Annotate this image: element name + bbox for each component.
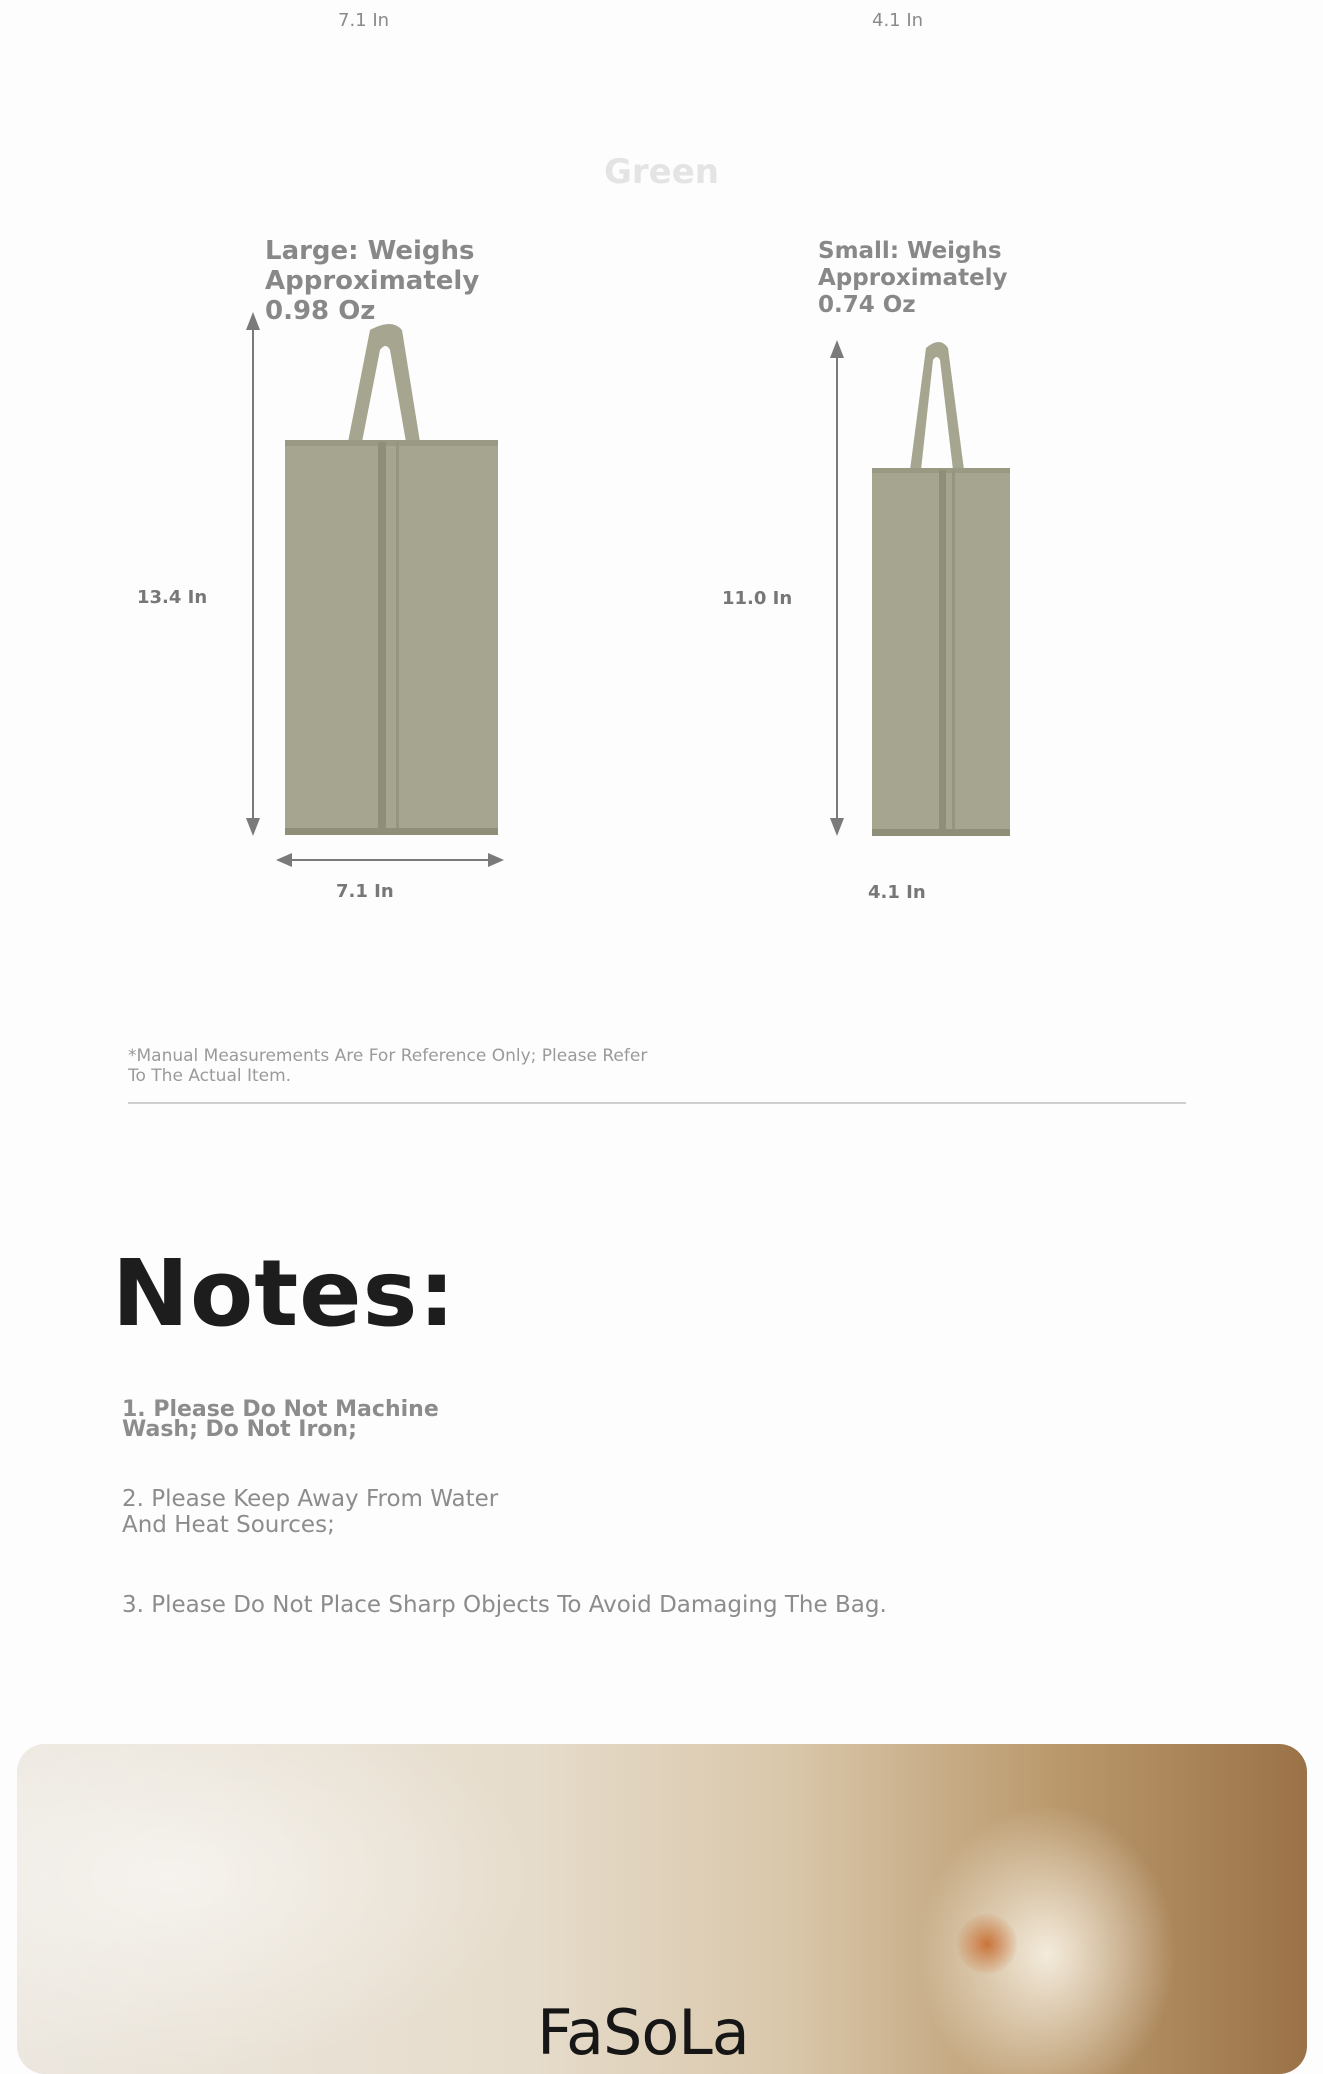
small-weight-label: Small: Weighs Approximately 0.74 Oz [818,238,1008,318]
notes-title: Notes: [112,1240,457,1347]
measurement-disclaimer: *Manual Measurements Are For Reference Only; Please Refer To The Actual Item. [128,1046,648,1086]
large-width-label: 7.1 In [336,881,394,902]
small-width-label: 4.1 In [868,882,926,903]
small-bag-illustration [820,330,1020,850]
small-height-label: 11.0 In [722,588,793,609]
note-item-1: 1. Please Do Not Machine Wash; Do Not Iron; [122,1397,439,1442]
note-item-3: 3. Please Do Not Place Sharp Objects To Avoid Damaging The Bag. [122,1592,887,1618]
prev-small-width: 4.1 In [872,10,924,31]
large-bag-illustration [220,300,540,880]
brand-logo-text: FaSoLa [537,1996,749,2069]
note-item-2: 2. Please Keep Away From Water And Heat Sources; [122,1486,499,1538]
brand-banner [17,1744,1307,2074]
color-title: Green [604,152,719,192]
prev-large-width: 7.1 In [338,10,390,31]
divider-line [128,1102,1186,1104]
large-height-label: 13.4 In [137,587,208,608]
large-weight-label: Large: Weighs Approximately 0.98 Oz [265,236,480,326]
